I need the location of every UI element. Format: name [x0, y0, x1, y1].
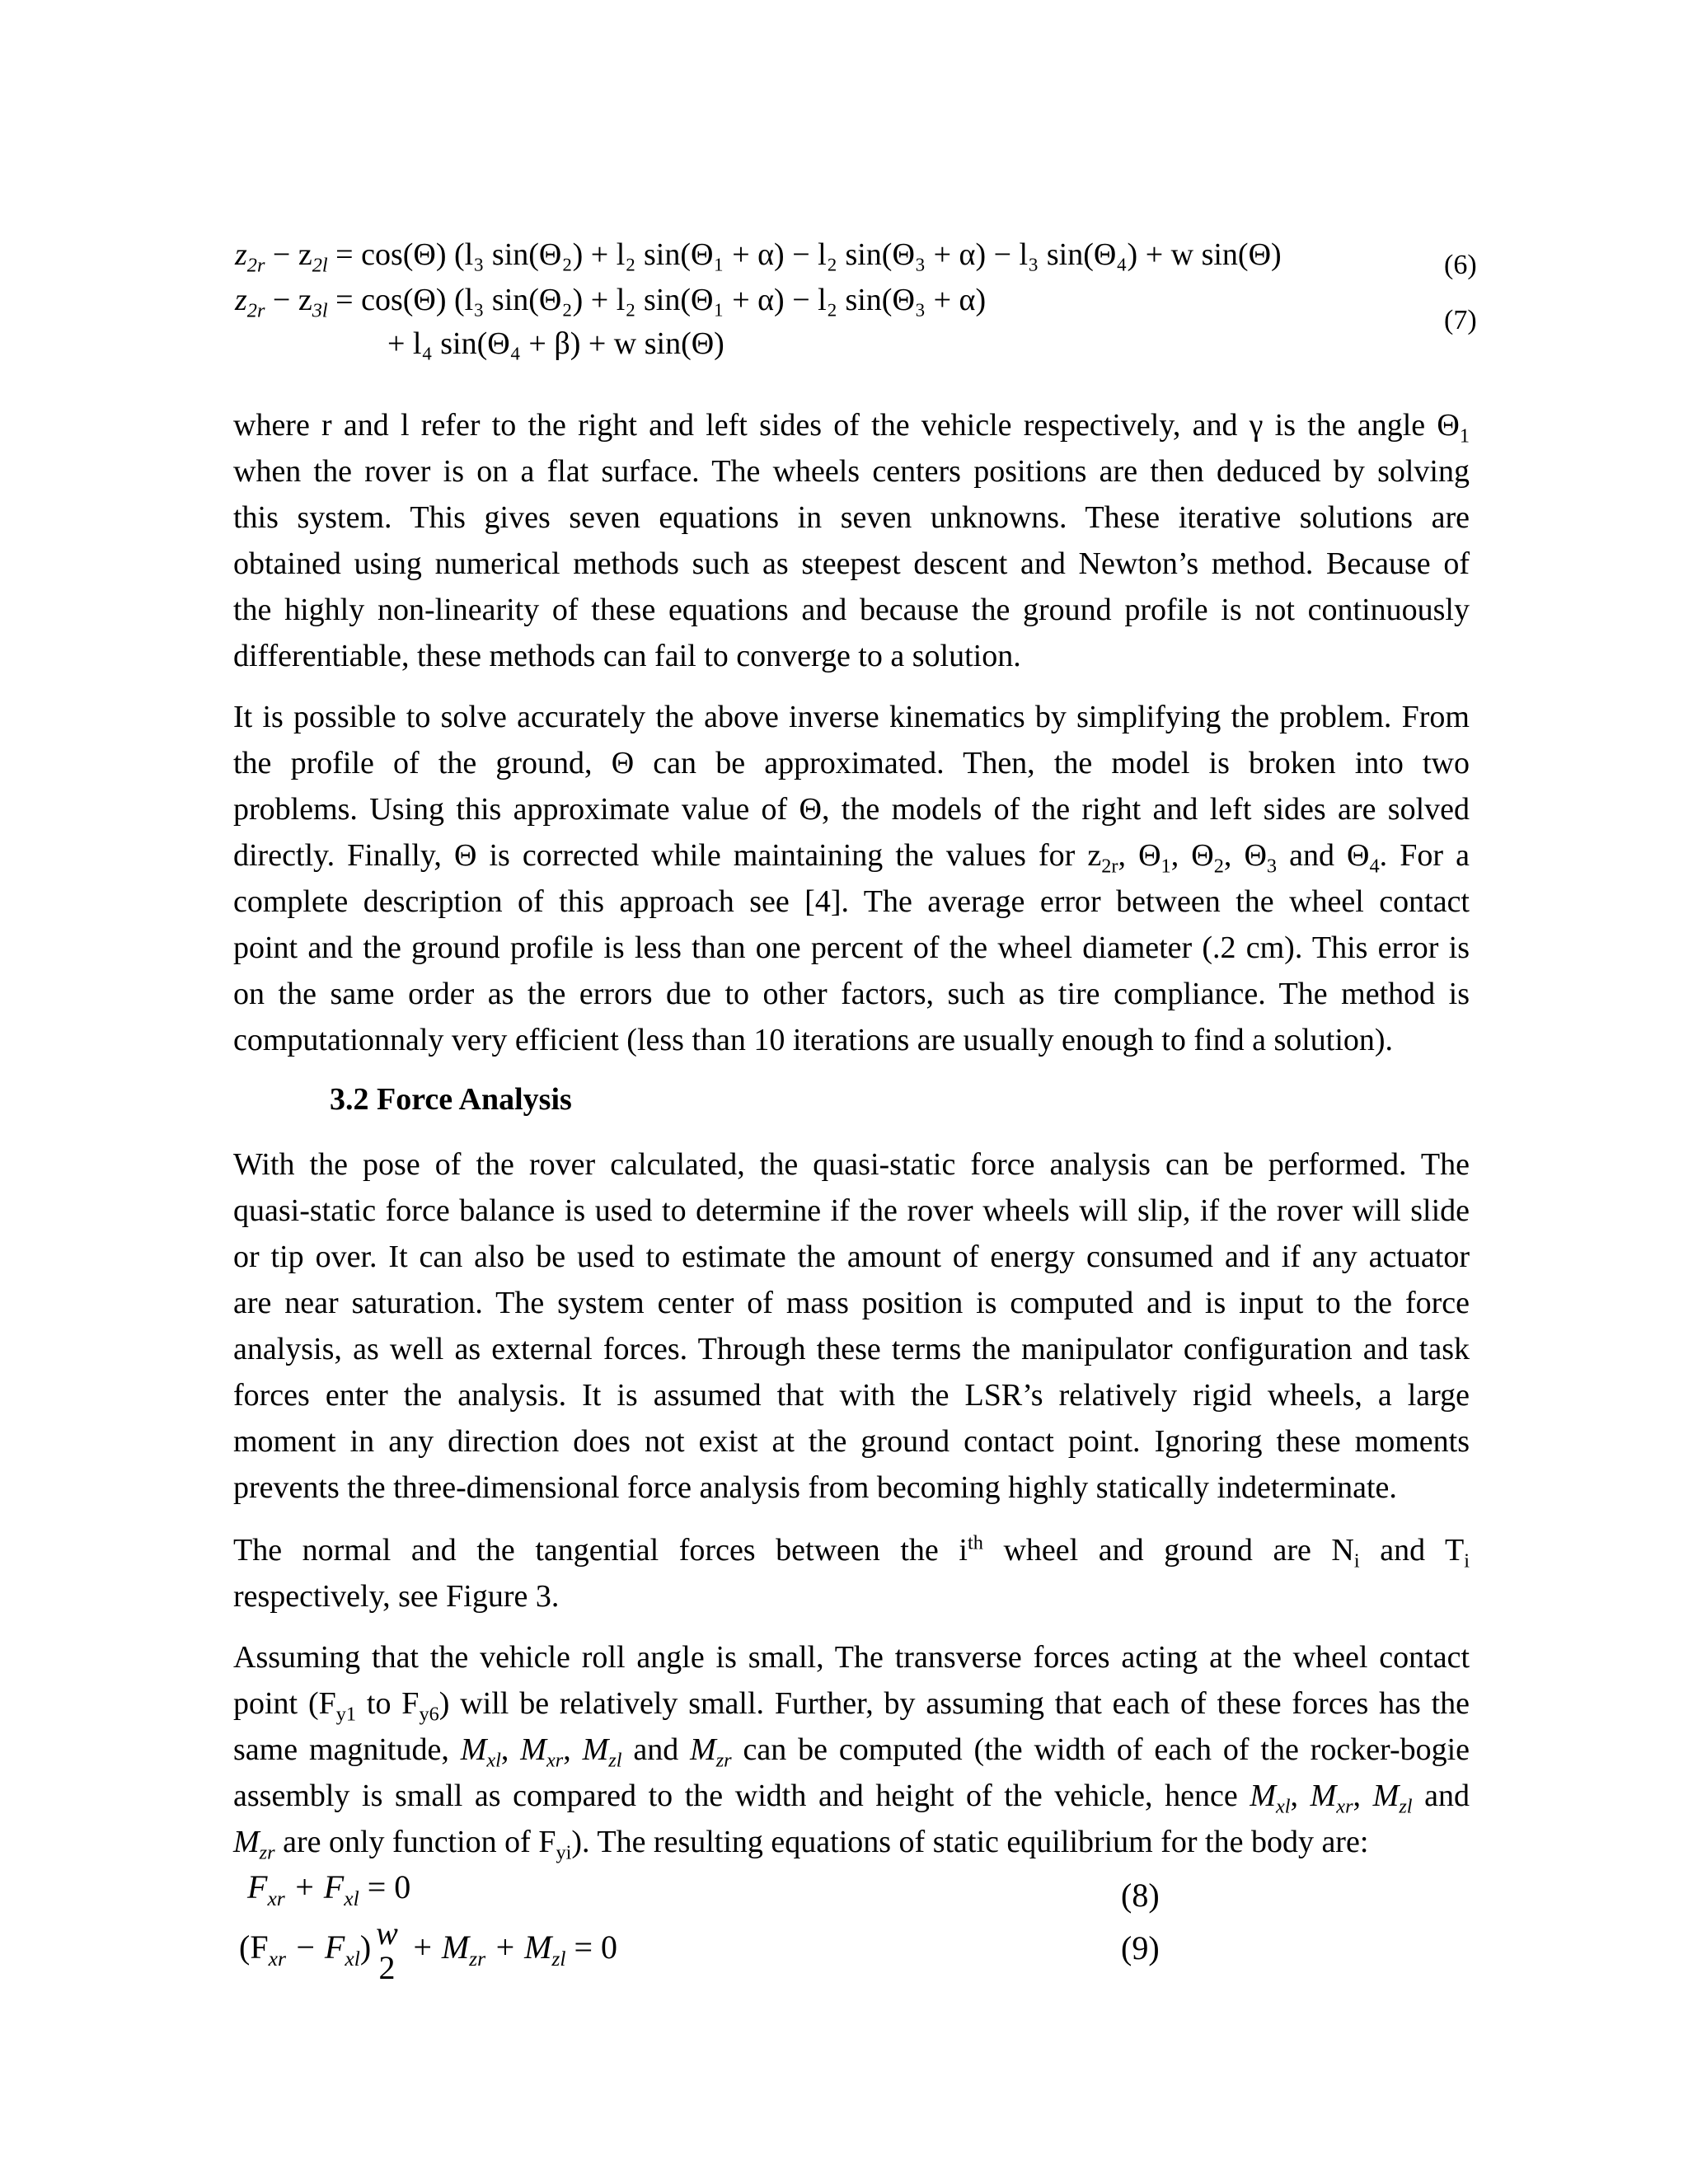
paragraph-2: [233, 694, 1470, 1063]
para3-line-3: or tip over. It can also be used to estimate the amount of energy consumed and if any actuator: [233, 1240, 1470, 1274]
equation-9: $(F_{xr} - F_{xl})$ w 2 + $M_{zr} + M_{zl} = 0$: [239, 1915, 618, 1986]
para2-line-8: computationnaly very efficient (less than 10 iterations are usually enough to find a solution).: [233, 1023, 1394, 1057]
equation-8-number: (8): [1121, 1877, 1160, 1914]
equation-9-number: (9): [1121, 1929, 1160, 1966]
paragraph-5: [233, 1634, 1470, 1865]
para1-line-2: when the rover is on a flat surface. The wheels centers positions are then deduced by solving: [233, 454, 1470, 489]
section-heading: 3.2 Force Analysis: [330, 1082, 572, 1117]
eq7-lhs: z: [235, 283, 247, 317]
paragraph-3: [233, 1141, 1470, 1511]
para5-line-4: assembly is small as compared to the width and height of the vehicle, hence $M_{xl}$, $M_{xr}$, $M_{zl}$ and: [233, 1779, 1470, 1818]
eq6-lhs: z: [235, 237, 247, 272]
para1-line-5: the highly non-linearity of these equations and because the ground profile is not continuously: [233, 593, 1470, 627]
paragraph-1: [233, 402, 1470, 679]
para3-line-7: moment in any direction does not exist at the ground contact point. Ignoring these moments: [233, 1424, 1470, 1459]
equation-7-line-2: + l₄ sin(Θ₄ + β) + w sin(Θ): [387, 326, 724, 361]
eq7-lhs-sub2: 3l: [312, 299, 328, 322]
equation-7-number: (7): [1444, 305, 1477, 335]
para3-line-4: are near saturation. The system center of mass position is computed and is input to the force: [233, 1286, 1470, 1320]
eq6-lhs-sub2: 2l: [312, 254, 328, 277]
para3-line-6: forces enter the analysis. It is assumed that with the LSR’s relatively rigid wheels, a large: [233, 1378, 1470, 1413]
para5-line-3: same magnitude, $M_{xl}$, $M_{xr}$, $M_{zl}$ and $M_{zr}$ can be computed (the width of each of the rocker-bogie: [233, 1732, 1470, 1772]
eq9-fraction: w 2: [376, 1915, 398, 1986]
para3-line-2: quasi-static force balance is used to determine if the rover wheels will slip, if the rover will slide: [233, 1193, 1470, 1228]
para2-line-7: on the same order as the errors due to other factors, such as tire compliance. The method is: [233, 977, 1470, 1011]
eq7-rhs-line1: = cos(Θ) (l₃ sin(Θ₂) + l₂ sin(Θ₁ + α) − l₂ sin(Θ₃ + α): [327, 283, 987, 317]
para1-line-3: this system. This gives seven equations in seven unknowns. These iterative solutions are: [233, 500, 1470, 535]
para5-line-2: point ($F_{y1}$ to $F_{y6}$) will be relatively small. Further, by assuming that each of these forces has the: [233, 1686, 1470, 1726]
equation-7-line-1: [235, 283, 987, 322]
eq7-minus: − z: [265, 283, 312, 317]
eq6-lhs-sub1: 2r: [246, 254, 265, 277]
para2-line-4: directly. Finally, Θ is corrected while maintaining the values for $z_{2r}$, $\Theta_1$, $\Theta_2$, $\Theta_3$ and $\Theta_4$. For a: [233, 838, 1470, 878]
para1-line-6: differentiable, these methods can fail to converge to a solution.: [233, 639, 1021, 673]
para5-line-5: $M_{zr}$ are only function of $F_{yi}$). The resulting equations of static equilibrium for the body are:: [233, 1825, 1369, 1864]
para3-line-1: With the pose of the rover calculated, the quasi-static force analysis can be performed. The: [233, 1147, 1470, 1182]
para3-line-5: analysis, as well as external forces. Through these terms the manipulator configuration and task: [233, 1332, 1470, 1366]
paragraph-4: [233, 1527, 1470, 1619]
para2-line-1: It is possible to solve accurately the above inverse kinematics by simplifying the problem. From: [233, 700, 1470, 734]
para4-line-1: The normal and the tangential forces between the $i^{th}$ wheel and ground are $N_i$ and $T_i$: [233, 1531, 1470, 1572]
para2-line-6: point and the ground profile is less than one percent of the wheel diameter (.2 cm). This error is: [233, 930, 1470, 965]
para4-line-2: respectively, see Figure 3.: [233, 1579, 560, 1614]
equation-6-number: (6): [1444, 250, 1477, 280]
para1-line-4: obtained using numerical methods such as steepest descent and Newton’s method. Because of: [233, 546, 1470, 581]
equation-8: $F_{xr} + F_{xl} = 0$: [247, 1868, 411, 1910]
eq7-lhs-sub1: 2r: [246, 299, 265, 322]
equation-6: [235, 237, 1282, 277]
para3-line-8: prevents the three-dimensional force analysis from becoming highly statically indeterminate.: [233, 1470, 1397, 1505]
para2-line-2: the profile of the ground, Θ can be approximated. Then, the model is broken into two: [233, 746, 1470, 780]
para2-line-3: problems. Using this approximate value of Θ, the models of the right and left sides are solved: [233, 792, 1470, 827]
para1-line-1: where r and l refer to the right and left sides of the vehicle respectively, and γ is the angle $\Theta_1$: [233, 408, 1470, 448]
eq6-minus: − z: [265, 237, 312, 272]
para5-line-1: Assuming that the vehicle roll angle is small, The transverse forces acting at the wheel contact: [233, 1640, 1470, 1675]
para2-line-5: complete description of this approach see [4]. The average error between the wheel contact: [233, 884, 1470, 919]
eq6-rhs: = cos(Θ) (l₃ sin(Θ₂) + l₂ sin(Θ₁ + α) − l₂ sin(Θ₃ + α) − l₃ sin(Θ₄) + w sin(Θ): [327, 237, 1282, 272]
